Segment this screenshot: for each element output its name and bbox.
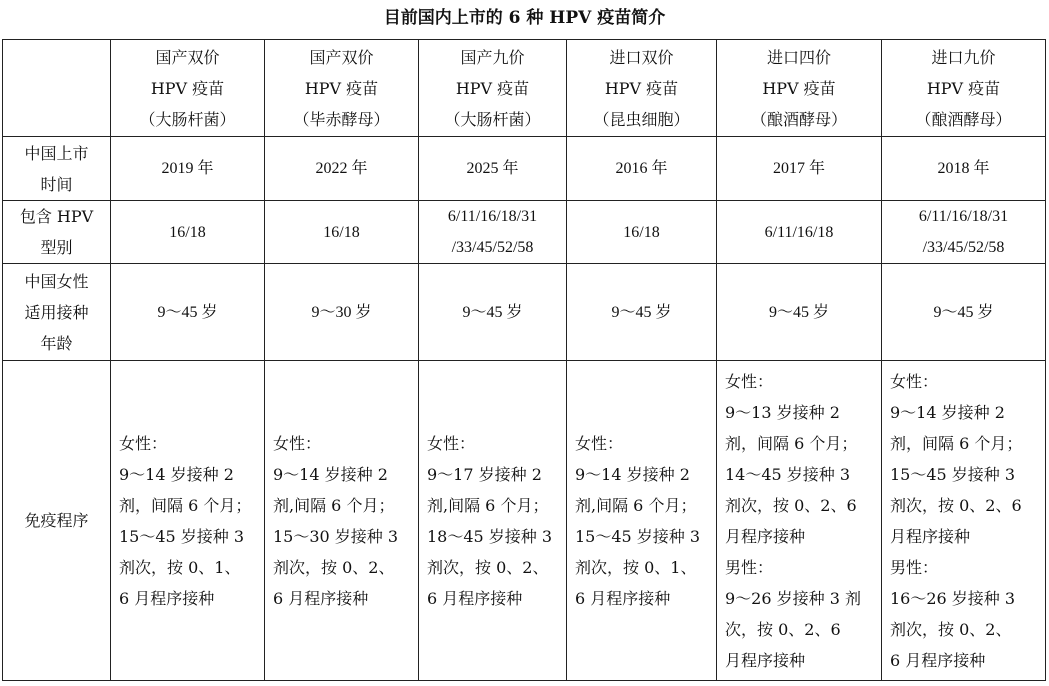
schedule-line: 月程序接种 <box>725 650 806 670</box>
schedule-line: 9～14 岁接种 2 <box>890 402 1005 422</box>
schedule-line: 剂次，按 0、1、 <box>575 557 697 577</box>
schedule-line: 剂次，按 0、2、6 <box>725 495 857 515</box>
row-label-line: 中国女性 <box>24 271 89 291</box>
schedule-line: 女性： <box>427 433 476 453</box>
schedule-line: 15～45 岁接种 3 <box>119 526 245 546</box>
schedule-line: 剂次，按 0、2、 <box>273 557 395 577</box>
row-label-line: 型别 <box>40 238 73 257</box>
schedule-line: 剂次，按 0、1、 <box>119 557 241 577</box>
hpv-types-line: 16/18 <box>623 223 660 241</box>
vaccine-header-line: （大肠杆菌） <box>444 109 541 129</box>
hpv-types-cell <box>111 201 265 264</box>
vaccine-header <box>111 40 265 137</box>
row-label-line: 包含 HPV <box>19 207 94 226</box>
schedule-line: 15～45 岁接种 3 <box>890 464 1016 484</box>
schedule-cell <box>419 361 567 681</box>
table-title: 目前国内上市的 6 种 HPV 疫苗简介 <box>383 8 666 28</box>
hpv-types-line: 16/18 <box>323 223 360 241</box>
launch-year-cell: 2016 年 <box>567 137 717 201</box>
corner-cell <box>3 40 111 137</box>
schedule-line: 6 月程序接种 <box>575 588 671 608</box>
schedule-line: 男性： <box>725 557 774 577</box>
vaccine-header-line: 进口双价 <box>609 47 674 67</box>
hpv-types-line: 6/11/16/18/31 <box>447 208 538 225</box>
schedule-line: 剂，间隔 6 个月； <box>890 433 1023 453</box>
row-label-line: 时间 <box>40 174 73 194</box>
age-row <box>3 264 1046 361</box>
schedule-line: 6 月程序接种 <box>119 588 215 608</box>
schedule-line: 女性： <box>890 371 939 391</box>
schedule-line: 6 月程序接种 <box>273 588 369 608</box>
schedule-line: 剂,间隔 6 个月； <box>575 495 697 515</box>
hpv-types-cell <box>717 201 882 264</box>
schedule-line: 9～14 岁接种 2 <box>273 464 388 484</box>
schedule-line: 14～45 岁接种 3 <box>725 464 851 484</box>
schedule-line: 女性： <box>575 433 624 453</box>
hpv-types-cell <box>882 201 1046 264</box>
vaccine-header-line: HPV 疫苗 <box>604 78 679 98</box>
schedule-line: 剂次，按 0、2、 <box>890 619 1012 639</box>
schedule-line: 男性： <box>890 557 939 577</box>
vaccine-header-line: 国产九价 <box>460 47 525 67</box>
schedule-line: 6 月程序接种 <box>890 650 986 670</box>
age-cell: 9～45 岁 <box>882 264 1046 361</box>
vaccine-header-line: 进口四价 <box>766 47 831 67</box>
hpv-types-line: /33/45/52/58 <box>922 239 1005 256</box>
age-cell: 9～45 岁 <box>567 264 717 361</box>
row-label-launch <box>3 137 111 201</box>
schedule-line: 剂,间隔 6 个月； <box>273 495 395 515</box>
row-label-line: 适用接种 <box>24 302 89 322</box>
row-label-line: 中国上市 <box>24 143 89 163</box>
row-label-line: 免疫程序 <box>24 511 89 530</box>
age-cell: 9～45 岁 <box>111 264 265 361</box>
hpv-types-cell <box>265 201 419 264</box>
schedule-cell <box>882 361 1046 681</box>
vaccine-header-line: （毕赤酵母） <box>293 109 390 129</box>
schedule-line: 9～17 岁接种 2 <box>427 464 542 484</box>
hpv-types-cell <box>419 201 567 264</box>
schedule-line: 9～26 岁接种 3 剂 <box>725 588 861 608</box>
schedule-cell <box>717 361 882 681</box>
age-cell: 9～45 岁 <box>419 264 567 361</box>
row-label-age <box>3 264 111 361</box>
hpv-types-cell <box>567 201 717 264</box>
hpv-types-line: 6/11/16/18 <box>764 223 834 241</box>
row-label-types <box>3 201 111 264</box>
launch-year-cell: 2019 年 <box>111 137 265 201</box>
hpv-vaccine-table <box>2 39 1046 681</box>
age-cell: 9～30 岁 <box>265 264 419 361</box>
vaccine-header <box>567 40 717 137</box>
schedule-line: 6 月程序接种 <box>427 588 523 608</box>
schedule-line: 剂，间隔 6 个月； <box>119 495 252 515</box>
schedule-line: 女性： <box>273 433 322 453</box>
hpv-types-line: 16/18 <box>169 223 206 241</box>
schedule-cell <box>111 361 265 681</box>
vaccine-header-line: HPV 疫苗 <box>762 78 836 98</box>
vaccine-header-line: HPV 疫苗 <box>150 78 225 98</box>
schedule-line: 9～14 岁接种 2 <box>119 464 234 484</box>
vaccine-header <box>265 40 419 137</box>
schedule-line: 18～45 岁接种 3 <box>427 526 553 546</box>
row-label-line: 年龄 <box>40 333 73 353</box>
vaccine-header <box>717 40 882 137</box>
header-row <box>3 40 1046 137</box>
schedule-line: 9～14 岁接种 2 <box>575 464 690 484</box>
hpv-types-line: 6/11/16/18/31 <box>918 208 1009 225</box>
schedule-line: 次，按 0、2、6 <box>725 619 841 639</box>
launch-year-cell: 2022 年 <box>265 137 419 201</box>
vaccine-header-line: （酿酒酵母） <box>750 109 847 129</box>
vaccine-header-line: （昆虫细胞） <box>593 109 690 129</box>
vaccine-header-line: （大肠杆菌） <box>139 109 236 129</box>
launch-year-cell: 2017 年 <box>717 137 882 201</box>
vaccine-header-line: 国产双价 <box>309 47 374 67</box>
schedule-line: 剂次，按 0、2、6 <box>890 495 1022 515</box>
schedule-line: 15～45 岁接种 3 <box>575 526 701 546</box>
age-cell: 9～45 岁 <box>717 264 882 361</box>
schedule-line: 女性： <box>119 433 168 453</box>
schedule-cell <box>265 361 419 681</box>
vaccine-header-line: 进口九价 <box>931 47 996 67</box>
types-row <box>3 201 1046 264</box>
schedule-line: 剂次，按 0、2、 <box>427 557 549 577</box>
schedule-line: 月程序接种 <box>890 526 971 546</box>
vaccine-header-line: HPV 疫苗 <box>455 78 530 98</box>
schedule-line: 剂,间隔 6 个月； <box>427 495 549 515</box>
schedule-line: 剂，间隔 6 个月； <box>725 433 858 453</box>
launch-year-cell: 2018 年 <box>882 137 1046 201</box>
schedule-line: 月程序接种 <box>725 526 806 546</box>
schedule-row <box>3 361 1046 681</box>
row-label-schedule <box>3 361 111 681</box>
schedule-line: 15～30 岁接种 3 <box>273 526 399 546</box>
schedule-line: 16～26 岁接种 3 <box>890 588 1016 608</box>
hpv-types-line: /33/45/52/58 <box>451 239 534 256</box>
vaccine-header <box>419 40 567 137</box>
vaccine-header-line: 国产双价 <box>155 47 220 67</box>
vaccine-header <box>882 40 1046 137</box>
schedule-line: 9～13 岁接种 2 <box>725 402 840 422</box>
vaccine-header-line: HPV 疫苗 <box>304 78 379 98</box>
launch-row <box>3 137 1046 201</box>
schedule-cell <box>567 361 717 681</box>
vaccine-header-line: HPV 疫苗 <box>926 78 1001 98</box>
launch-year-cell: 2025 年 <box>419 137 567 201</box>
schedule-line: 女性： <box>725 371 774 391</box>
vaccine-header-line: （酿酒酵母） <box>915 109 1012 129</box>
